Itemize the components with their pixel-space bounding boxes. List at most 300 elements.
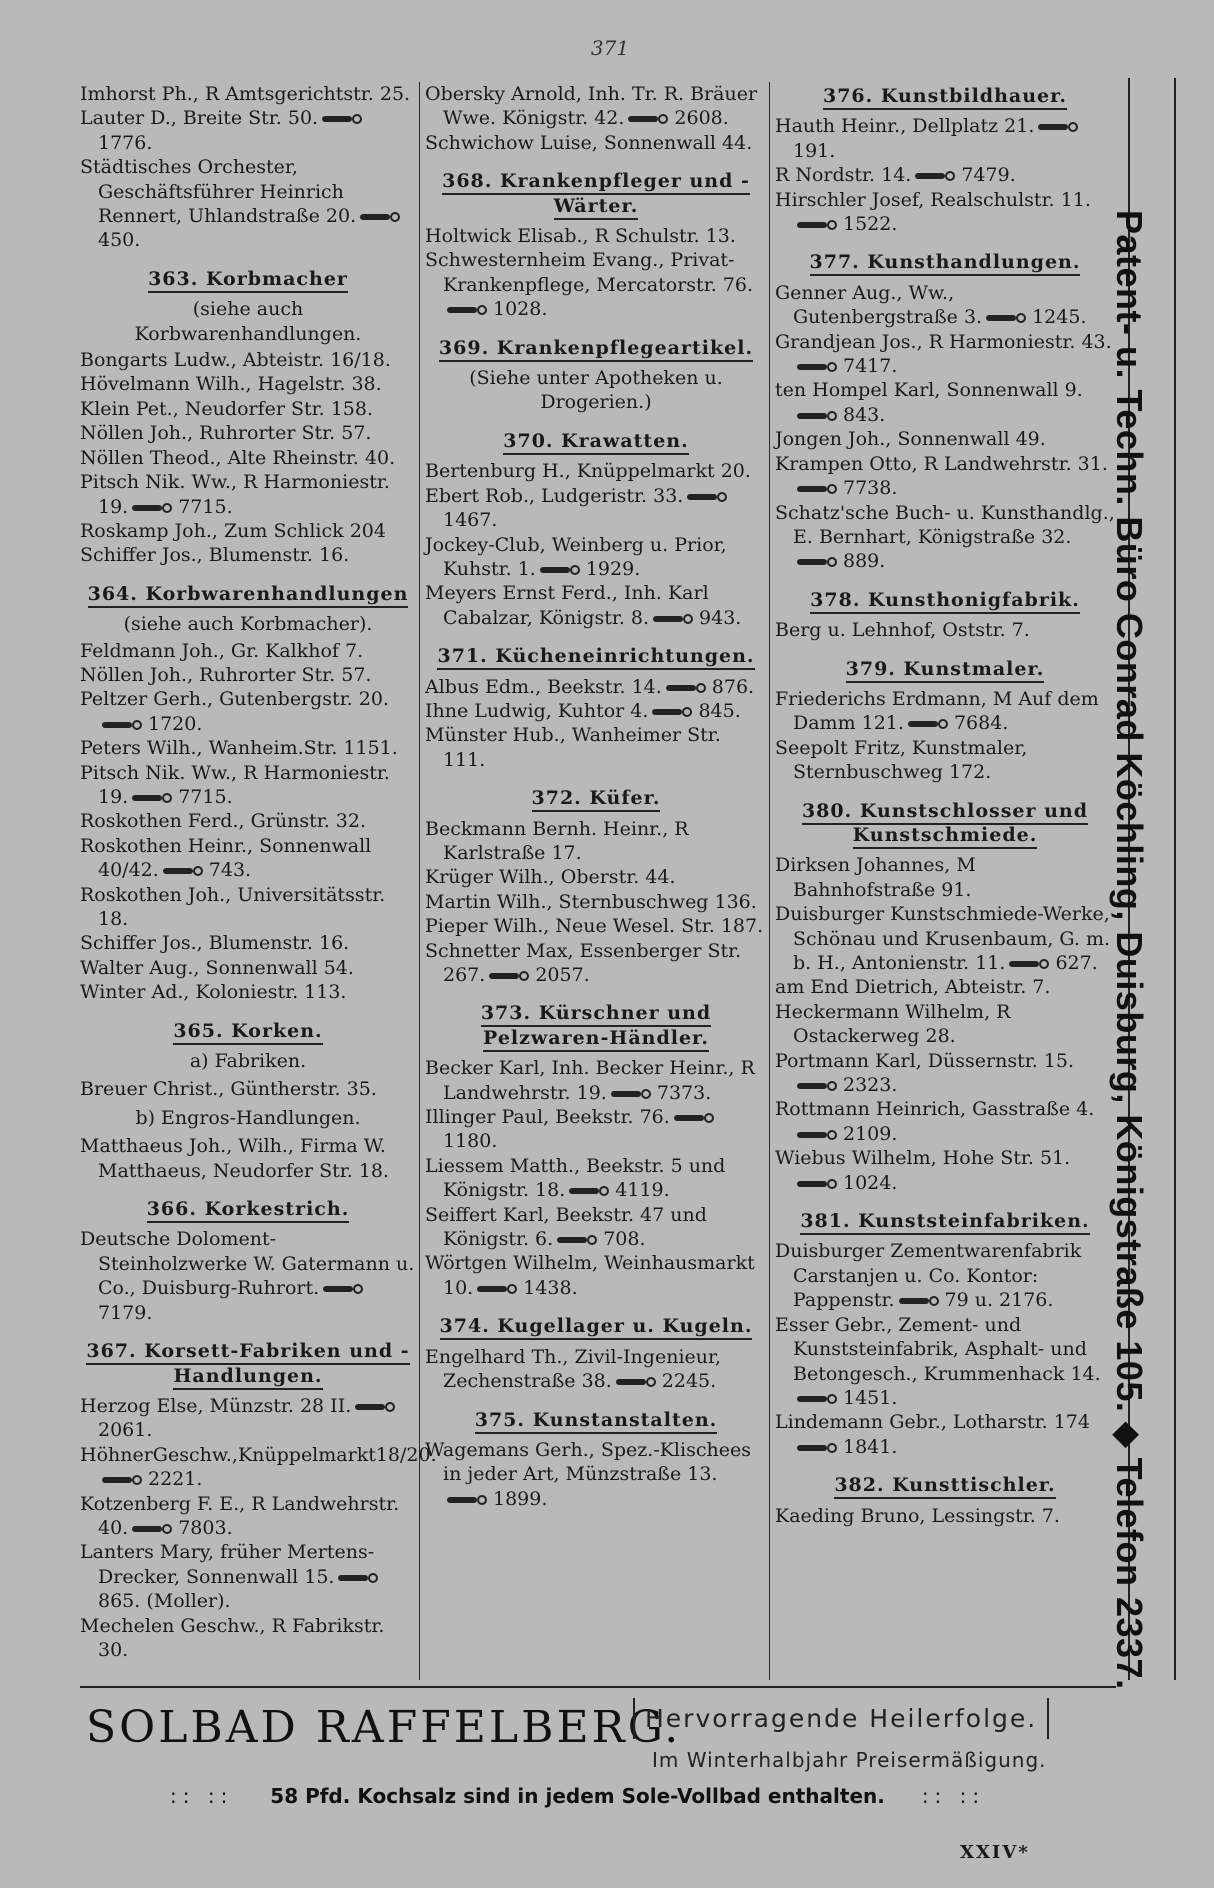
section-heading: 376. Kunstbildhauer. — [775, 84, 1115, 108]
ad-bottom-line: :: :: 58 Pfd. Kochsalz sind in jedem Sole-Vollbad enthalten. :: :: — [170, 1784, 986, 1808]
telephone-number: 1929. — [585, 557, 641, 580]
telephone-number: 1438. — [523, 1276, 578, 1299]
side-advertisement — [1108, 210, 1150, 1690]
entry-text: Peltzer Gerh., Gutenbergstr. 20. — [80, 688, 389, 711]
column-divider — [769, 82, 770, 1680]
entry-text: HöhnerGeschw.,Knüppelmarkt18/20. — [80, 1443, 437, 1466]
directory-entry — [80, 446, 416, 470]
entry-list — [80, 82, 416, 253]
entry-text: Pitsch Nik. Ww., R Harmoniestr. 19. — [80, 761, 390, 808]
entry-text: am End Dietrich, Abteistr. 7. — [775, 976, 1051, 999]
directory-entry — [425, 484, 767, 533]
entry-text: Walter Aug., Sonnenwall 54. — [80, 956, 354, 979]
telephone-number: 1776. — [98, 131, 153, 154]
telephone-icon — [797, 1179, 837, 1189]
entry-list — [425, 817, 767, 988]
entry-text: Breuer Christ., Güntherstr. 35. — [80, 1078, 377, 1101]
entry-text: Hirschler Josef, Realschulstr. 11. — [775, 188, 1091, 211]
directory-entry — [80, 1227, 416, 1325]
entry-text: Roskothen Joh., Universitätsstr. 18. — [80, 883, 386, 930]
telephone-icon — [360, 212, 400, 222]
directory-entry — [775, 114, 1115, 163]
entry-list — [775, 618, 1115, 642]
telephone-icon — [797, 484, 837, 494]
directory-entry — [80, 470, 416, 519]
entry-list — [775, 853, 1115, 1195]
directory-entry — [425, 1154, 767, 1203]
telephone-icon — [489, 971, 529, 981]
entry-text: Beckmann Bernh. Heinr., R Karlstraße 17. — [425, 817, 689, 864]
entry-list — [425, 1438, 767, 1511]
directory-entry — [80, 1540, 416, 1613]
entry-text: Nöllen Joh., Ruhrorter Str. 57. — [80, 422, 372, 445]
bottom-advertisement — [80, 1686, 1116, 1838]
telephone-number: 876. — [711, 675, 755, 698]
directory-entry — [775, 281, 1115, 330]
section-heading: 363. Korbmacher — [80, 267, 416, 291]
telephone-icon — [102, 720, 142, 730]
entry-text: Roskothen Heinr., Sonnenwall 40/42. — [80, 834, 372, 882]
telephone-icon — [540, 565, 580, 575]
entry-text: Ihne Ludwig, Kuhtor 4. — [425, 699, 649, 722]
section-heading: 374. Kugellager u. Kugeln. — [425, 1314, 767, 1338]
directory-entry — [425, 865, 767, 889]
entry-list — [80, 1227, 416, 1325]
telephone-number: 865. (Moller). — [98, 1590, 231, 1613]
entry-text: Bongarts Ludw., Abteistr. 16/18. — [80, 349, 391, 372]
entry-text: Berg u. Lehnhof, Oststr. 7. — [775, 619, 1030, 642]
telephone-icon — [797, 220, 837, 230]
entry-list — [80, 348, 416, 568]
telephone-icon — [323, 1284, 363, 1294]
section-heading: 377. Kunsthandlungen. — [775, 250, 1115, 274]
directory-entry — [425, 1251, 767, 1300]
column-2 — [425, 82, 767, 1511]
directory-entry — [80, 155, 416, 253]
entry-text: Kotzenberg F. E., R Landwehrstr. 40. — [80, 1492, 400, 1539]
telephone-number: 708. — [603, 1228, 646, 1251]
telephone-number: 627. — [1055, 952, 1098, 974]
column-3 — [775, 82, 1115, 1528]
telephone-icon — [1009, 959, 1049, 969]
entry-text: Duisburger Kunstschmiede-Werke, Schönau und Krusenbaum, G. m. b. H., Antonienstr. 11. — [775, 903, 1111, 974]
directory-entry — [775, 1239, 1115, 1312]
section-heading: 373. Kürschner und Pelzwaren-Händler. — [425, 1001, 767, 1050]
telephone-number: 7715. — [178, 785, 233, 808]
entry-text: Lindemann Gebr., Lotharstr. 174 — [775, 1411, 1090, 1434]
directory-entry — [425, 224, 767, 248]
telephone-icon — [915, 171, 955, 181]
ad-dots: :: :: — [921, 1784, 986, 1808]
entry-text: Dirksen Johannes, M Bahnhofstraße 91. — [775, 854, 976, 901]
entry-text: Nöllen Theod., Alte Rheinstr. 40. — [80, 446, 396, 469]
entry-text: Schiffer Jos., Blumenstr. 16. — [80, 932, 350, 955]
entry-list — [80, 1394, 437, 1662]
entry-text: Martin Wilh., Sternbuschweg 136. — [425, 890, 757, 913]
telephone-number: 7715. — [178, 495, 233, 518]
entry-list — [425, 675, 767, 773]
telephone-number: 2608. — [674, 107, 729, 130]
section-heading: 380. Kunstschlosser und Kunstschmiede. — [775, 799, 1115, 848]
ad-winter-note: Im Winterhalbjahr Preisermäßigung. — [652, 1748, 1047, 1772]
telephone-icon — [163, 866, 203, 876]
entry-text: Matthaeus Joh., Wilh., Firma W. Matthaeus, Neudorfer Str. 18. — [80, 1135, 390, 1182]
entry-text: Bertenburg H., Knüppelmarkt 20. — [425, 460, 751, 483]
telephone-number: 191. — [793, 139, 836, 162]
section-heading: 367. Korsett-Fabriken und -Handlungen. — [80, 1339, 416, 1388]
directory-entry — [425, 817, 767, 866]
telephone-number: 1720. — [148, 712, 203, 735]
entry-text: Ebert Rob., Ludgeristr. 33. — [425, 484, 684, 507]
section-heading: 371. Kücheneinrichtungen. — [425, 644, 767, 668]
telephone-number: 2245. — [661, 1370, 717, 1393]
directory-entry — [80, 397, 416, 421]
entry-list — [425, 1056, 767, 1300]
telephone-icon — [355, 1402, 395, 1412]
entry-text: Esser Gebr., Zement- und Kunststeinfabrik, Asphalt- und Betongesch., Krummenhack 14. — [775, 1313, 1101, 1385]
ad-dots: :: :: — [170, 1784, 234, 1808]
directory-entry — [775, 1410, 1115, 1459]
telephone-number: 7373. — [656, 1081, 712, 1104]
directory-entry — [425, 82, 767, 131]
telephone-number: 889. — [843, 550, 886, 573]
telephone-icon — [797, 1394, 837, 1404]
entry-text: Nöllen Joh., Ruhrorter Str. 57. — [80, 663, 372, 686]
directory-entry — [425, 914, 767, 938]
telephone-icon — [687, 492, 727, 502]
entry-text: Meyers Ernst Ferd., Inh. Karl Cabalzar, Königstr. 8. — [425, 582, 709, 629]
entry-text: Krüger Wilh., Oberstr. 44. — [425, 866, 676, 889]
entry-text: Jockey-Club, Weinberg u. Prior, Kuhstr. 1. — [425, 533, 727, 580]
telephone-icon — [908, 719, 948, 729]
entry-text: Klein Pet., Neudorfer Str. 158. — [80, 397, 374, 420]
directory-entry — [80, 1077, 416, 1101]
telephone-number: 7179. — [98, 1301, 153, 1324]
entry-list — [775, 687, 1115, 785]
entry-text: Pieper Wilh., Neue Wesel. Str. 187. — [425, 915, 764, 938]
directory-entry — [80, 687, 416, 736]
entry-list — [775, 114, 1115, 236]
entry-text: Wörtgen Wilhelm, Weinhausmarkt 10. — [425, 1252, 755, 1299]
directory-entry — [425, 939, 767, 988]
directory-entry — [775, 1504, 1115, 1528]
telephone-number: 2061. — [98, 1419, 153, 1442]
entry-list — [775, 1504, 1115, 1528]
directory-entry — [425, 1345, 767, 1394]
directory-entry — [775, 618, 1115, 642]
telephone-icon — [628, 114, 668, 124]
telephone-icon — [477, 1284, 517, 1294]
telephone-icon — [132, 1524, 172, 1534]
telephone-number: 2109. — [843, 1122, 898, 1145]
entry-list — [425, 82, 767, 155]
entry-text: Krampen Otto, R Landwehrstr. 31. — [775, 452, 1108, 475]
entry-text: Jongen Joh., Sonnenwall 49. — [775, 428, 1046, 451]
subsection-heading: a) Fabriken. — [189, 1050, 307, 1073]
entry-text: Rottmann Heinrich, Gasstraße 4. — [775, 1098, 1095, 1121]
entry-text: Obersky Arnold, Inh. Tr. R. Bräuer Wwe. Königstr. 42. — [425, 83, 758, 130]
section-heading: 364. Korbwarenhandlungen — [80, 582, 416, 606]
directory-entry — [775, 427, 1115, 451]
ad-brand: SOLBAD RAFFELBERG. — [86, 1702, 682, 1753]
directory-entry — [80, 372, 416, 396]
entry-text: Roskamp Joh., Zum Schlick 204 — [80, 519, 386, 542]
entry-text: Liessem Matth., Beekstr. 5 und Königstr. 18. — [425, 1154, 726, 1202]
entry-text: Friederichs Erdmann, M Auf dem Damm 121. — [775, 687, 1099, 735]
section-note: (siehe auch Korbmacher). — [123, 613, 373, 636]
directory-entry — [80, 82, 416, 106]
entry-list — [80, 639, 416, 1005]
telephone-number: 1467. — [443, 509, 498, 532]
entry-text: Seiffert Karl, Beekstr. 47 und Königstr. 6. — [425, 1203, 707, 1251]
entry-text: Wagemans Gerh., Spez.-Klischees in jeder Art, Münzstraße 13. — [425, 1438, 751, 1486]
directory-entry — [80, 980, 416, 1004]
telephone-number: 7417. — [843, 355, 898, 378]
section-heading: 369. Krankenpflegeartikel. — [425, 336, 767, 360]
telephone-icon — [899, 1296, 939, 1306]
telephone-icon — [797, 411, 837, 421]
telephone-icon — [322, 114, 362, 124]
directory-entry — [80, 1394, 416, 1443]
directory-entry — [425, 1105, 767, 1154]
directory-entry — [775, 853, 1115, 902]
telephone-number: 450. — [98, 229, 141, 252]
entry-text: Lanters Mary, früher Mertens-Drecker, Sonnenwall 15. — [80, 1541, 375, 1588]
directory-entry — [80, 761, 416, 810]
directory-entry — [775, 452, 1115, 501]
telephone-icon — [338, 1573, 378, 1583]
telephone-icon — [102, 1475, 142, 1485]
directory-entry — [80, 809, 416, 833]
entry-text: Pitsch Nik. Ww., R Harmoniestr. 19. — [80, 471, 390, 518]
directory-entry — [775, 902, 1115, 975]
telephone-icon — [653, 614, 693, 624]
entry-text: Schiffer Jos., Blumenstr. 16. — [80, 544, 350, 567]
directory-entry — [775, 330, 1115, 379]
telephone-icon — [132, 503, 172, 513]
telephone-icon — [557, 1235, 597, 1245]
directory-entry — [775, 163, 1115, 187]
directory-entry — [80, 1614, 416, 1663]
telephone-number: 7684. — [953, 712, 1009, 735]
directory-entry — [775, 736, 1115, 785]
directory-entry — [80, 348, 416, 372]
section-heading: 382. Kunsttischler. — [775, 1473, 1115, 1497]
entry-text: Lauter D., Breite Str. 50. — [80, 107, 319, 130]
entry-text: Holtwick Elisab., R Schulstr. 13. — [425, 225, 736, 248]
section-heading: 372. Küfer. — [425, 786, 767, 810]
signature-mark: XXIV* — [960, 1842, 1030, 1863]
entry-list — [775, 1239, 1115, 1459]
section-heading: 381. Kunststeinfabriken. — [775, 1209, 1115, 1233]
telephone-icon — [674, 1113, 714, 1123]
directory-entry — [425, 248, 767, 321]
page-number: 371 — [590, 36, 630, 60]
entry-text: Engelhard Th., Zivil-Ingenieur, Zechenstraße 38. — [425, 1345, 722, 1393]
telephone-icon — [666, 683, 706, 693]
directory-entry — [80, 956, 416, 980]
section-note: (siehe auch Korbwarenhandlungen. — [134, 298, 362, 345]
directory-entry — [775, 1313, 1115, 1411]
directory-entry — [775, 1146, 1115, 1195]
section-heading: 379. Kunstmaler. — [775, 657, 1115, 681]
directory-entry — [80, 883, 416, 932]
entry-text: Hauth Heinr., Dellplatz 21. — [775, 115, 1035, 138]
telephone-number: 943. — [699, 606, 742, 629]
telephone-icon — [132, 793, 172, 803]
telephone-number: 1180. — [443, 1130, 498, 1153]
directory-entry — [425, 675, 767, 699]
entry-text: Portmann Karl, Düssernstr. 15. — [775, 1049, 1074, 1072]
directory-entry — [775, 1049, 1115, 1098]
directory-entry — [425, 723, 767, 772]
entry-text: Münster Hub., Wanheimer Str. 111. — [425, 724, 721, 771]
entry-text: Grandjean Jos., R Harmoniestr. 43. — [775, 330, 1112, 353]
telephone-icon — [797, 1443, 837, 1453]
entry-list — [425, 459, 767, 630]
directory-entry — [80, 421, 416, 445]
telephone-icon — [616, 1377, 656, 1387]
entry-text: Winter Ad., Koloniestr. 113. — [80, 981, 347, 1004]
directory-entry — [80, 639, 416, 663]
telephone-icon — [797, 1130, 837, 1140]
telephone-number: 845. — [698, 699, 741, 722]
entry-text: Feldmann Joh., Gr. Kalkhof 7. — [80, 639, 364, 662]
entry-text: Deutsche Doloment-Steinholzwerke W. Gatermann u. Co., Duisburg-Ruhrort. — [80, 1228, 415, 1300]
directory-entry — [80, 1443, 437, 1492]
telephone-number: 1245. — [1032, 306, 1087, 329]
telephone-icon — [569, 1186, 609, 1196]
directory-entry — [80, 1492, 416, 1541]
telephone-number: 843. — [843, 403, 886, 426]
entry-text: Schatz'sche Buch- u. Kunsthandlg., E. Bernhart, Königstraße 32. — [775, 501, 1115, 548]
directory-entry — [775, 378, 1115, 427]
directory-entry — [425, 1438, 767, 1511]
entry-text: Hövelmann Wilh., Hagelstr. 38. — [80, 373, 382, 396]
telephone-number: 1841. — [843, 1435, 898, 1458]
telephone-icon — [797, 362, 837, 372]
section-heading: 370. Krawatten. — [425, 429, 767, 453]
entry-text: Roskothen Ferd., Grünstr. 32. — [80, 810, 367, 833]
telephone-number: 1899. — [493, 1487, 548, 1510]
entry-text: Heckermann Wilhelm, R Ostackerweg 28. — [775, 1000, 1011, 1048]
telephone-icon — [652, 707, 692, 717]
entry-text: Städtisches Orchester, Geschäftsführer Heinrich Rennert, Uhlandstraße 20. — [80, 156, 357, 228]
telephone-number: 1451. — [843, 1386, 898, 1409]
entry-text: Schnetter Max, Essenberger Str. 267. — [425, 939, 742, 986]
telephone-icon — [611, 1089, 651, 1099]
directory-entry — [775, 1097, 1115, 1146]
telephone-number: 79 u. 2176. — [944, 1289, 1054, 1312]
entry-text: Illinger Paul, Beekstr. 76. — [425, 1106, 670, 1129]
subsection-heading: b) Engros-Handlungen. — [135, 1106, 361, 1129]
directory-entry — [80, 931, 416, 955]
entry-text: R Nordstr. 14. — [775, 164, 912, 187]
directory-entry — [425, 581, 767, 630]
telephone-number: 7479. — [961, 164, 1016, 187]
directory-entry — [425, 459, 767, 483]
telephone-icon — [797, 1081, 837, 1091]
side-ad-text: Patent- u. Techn. Büro Conrad Köchling, Duisburg, Königstraße 105. — [1109, 210, 1150, 1413]
column-divider — [419, 82, 420, 1680]
directory-entry — [80, 834, 416, 883]
directory-entry — [425, 890, 767, 914]
directory-entry — [425, 1056, 767, 1105]
directory-entry — [425, 131, 767, 155]
section-note: (Siehe unter Apotheken u. Drogerien.) — [469, 367, 723, 414]
telephone-icon — [797, 557, 837, 567]
directory-entry — [80, 736, 416, 760]
telephone-number: 1028. — [493, 298, 548, 321]
telephone-number: 7803. — [178, 1516, 233, 1539]
telephone-number: 4119. — [615, 1179, 670, 1202]
entry-list — [80, 1134, 416, 1183]
entry-text: Herzog Else, Münzstr. 28 II. — [80, 1394, 352, 1417]
section-heading: 378. Kunsthonigfabrik. — [775, 588, 1115, 612]
entry-text: Kaeding Bruno, Lessingstr. 7. — [775, 1504, 1060, 1527]
directory-entry — [80, 1134, 416, 1183]
section-heading: 365. Korken. — [80, 1019, 416, 1043]
telephone-icon — [447, 1495, 487, 1505]
entry-list — [425, 1345, 767, 1394]
directory-entry — [425, 533, 767, 582]
entry-text: Schwesternheim Evang., Privat-Krankenpflege, Mercatorstr. 76. — [425, 249, 753, 296]
directory-entry — [80, 663, 416, 687]
telephone-number: 1024. — [843, 1171, 898, 1194]
telephone-icon — [1038, 122, 1078, 132]
entry-text: Peters Wilh., Wanheim.Str. 1151. — [80, 737, 398, 760]
directory-entry — [775, 975, 1115, 999]
section-heading: 366. Korkestrich. — [80, 1197, 416, 1221]
entry-text: Imhorst Ph., R Amtsgerichtstr. 25. — [80, 83, 411, 105]
directory-entry — [775, 501, 1115, 574]
directory-entry — [775, 687, 1115, 736]
entry-text: Mechelen Geschw., R Fabrikstr. 30. — [80, 1614, 385, 1661]
telephone-icon — [986, 313, 1026, 323]
entry-text: Albus Edm., Beekstr. 14. — [425, 675, 662, 698]
entry-text: Seepolt Fritz, Kunstmaler, Sternbuschweg 172. — [775, 736, 1028, 784]
entry-text: Genner Aug., Ww., Gutenbergstraße 3. — [775, 281, 983, 329]
entry-list — [775, 281, 1115, 574]
directory-entry — [775, 1000, 1115, 1049]
entry-text: ten Hompel Karl, Sonnenwall 9. — [775, 379, 1083, 402]
telephone-number: 7738. — [843, 477, 898, 500]
telephone-number: 2221. — [148, 1468, 203, 1491]
telephone-number: 2057. — [535, 964, 590, 986]
section-heading: 368. Krankenpfleger und -Wärter. — [425, 169, 767, 218]
telephone-number: 1522. — [843, 213, 898, 236]
side-ad-phone: Telefon 2337. — [1109, 1457, 1150, 1690]
entry-text: Becker Karl, Inh. Becker Heinr., R Landwehrstr. 19. — [425, 1057, 755, 1104]
entry-text: Duisburger Zementwarenfabrik Carstanjen u. Co. Kontor: Pappenstr. — [775, 1240, 1082, 1312]
directory-entry — [80, 519, 416, 543]
directory-entry — [80, 543, 416, 567]
entry-text: Schwichow Luise, Sonnenwall 44. — [425, 131, 753, 154]
diamond-icon: ◆ — [1110, 1422, 1147, 1448]
entry-list — [425, 224, 767, 322]
column-1 — [80, 82, 437, 1662]
entry-text: Wiebus Wilhelm, Hohe Str. 51. — [775, 1147, 1071, 1170]
telephone-number: 743. — [208, 859, 252, 882]
entry-list — [80, 1077, 416, 1101]
directory-entry — [775, 188, 1115, 237]
directory-entry — [425, 1203, 767, 1252]
ad-claim: Hervorragende Heilerfolge. — [645, 1704, 1037, 1733]
section-heading: 375. Kunstanstalten. — [425, 1408, 767, 1432]
directory-entry — [80, 106, 416, 155]
directory-entry — [425, 699, 767, 723]
telephone-number: 2323. — [843, 1074, 898, 1097]
